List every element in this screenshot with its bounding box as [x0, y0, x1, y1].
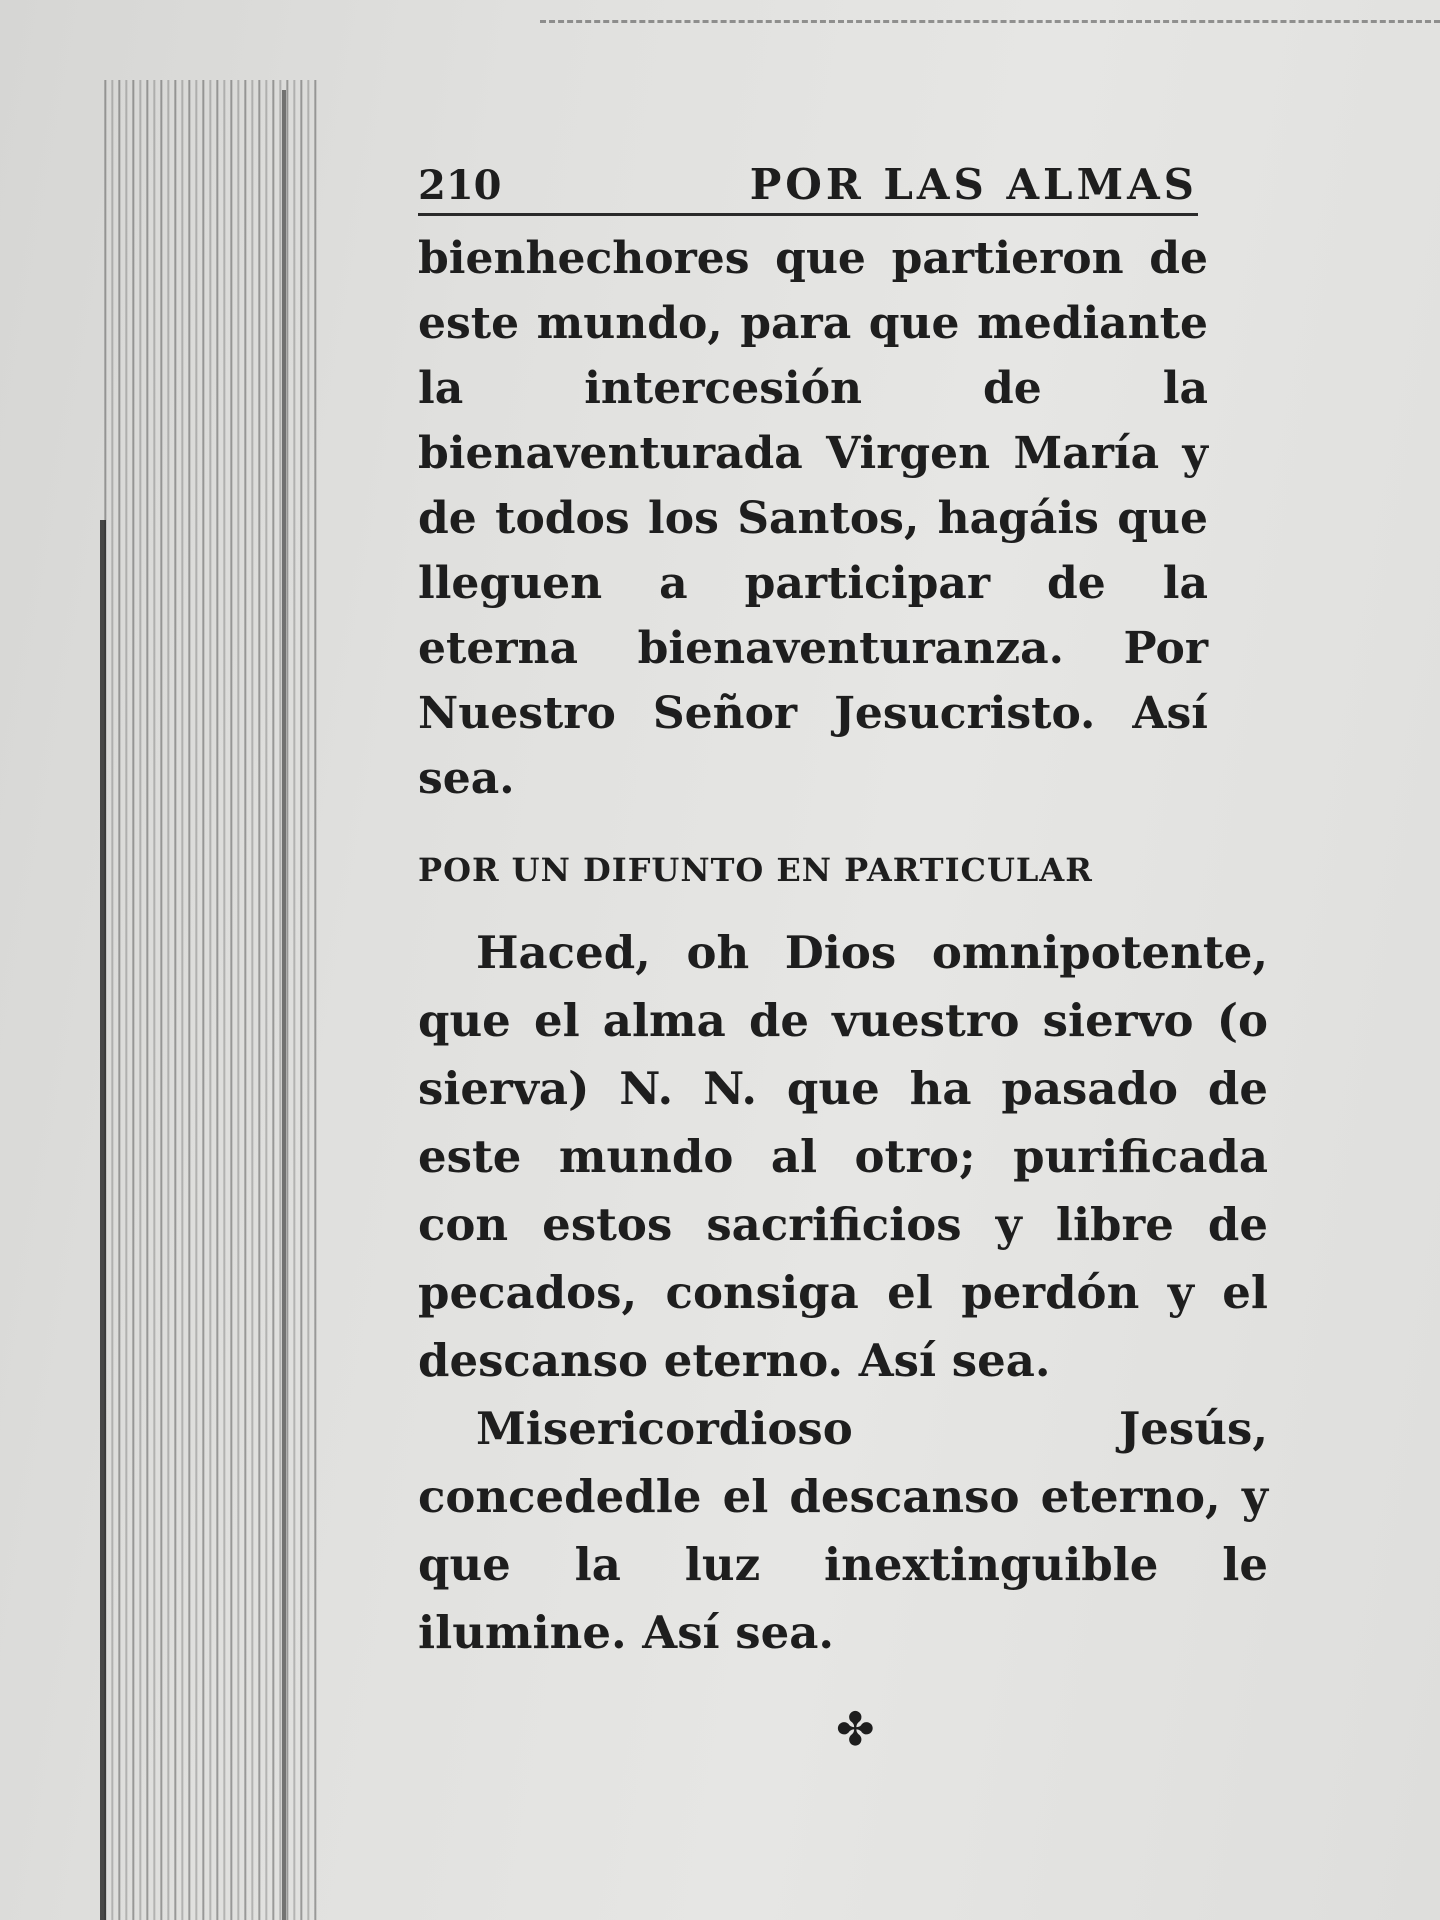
page-number: 210 [418, 162, 502, 209]
prayer-paragraph-1: Haced, oh Dios omnipotente, que el alma de vuestro siervo (o sierva) N. N. que ha pasado de este mundo al otro; purificada con estos sacrificios y libre de pecados, consiga el perdón y el descanso eterno. Así sea. [418, 926, 1268, 1387]
text-block [418, 160, 1278, 1667]
prayer-paragraph-2: Misericordioso Jesús, concededle el descanso eterno, y que la luz inextinguible le ilumine. Así sea. [418, 1402, 1268, 1659]
continued-paragraph: bienhechores que partieron de este mundo, para que mediante la intercesión de la bienaventurada Virgen María y de todos los Santos, hagáis que lleguen a participar de la eterna bienaventuranza. Por Nuestro Señor Jesucristo. Así sea. [418, 233, 1208, 804]
running-head [418, 160, 1198, 216]
ornament-icon: ✤ [836, 1702, 875, 1756]
running-title: POR LAS ALMAS [749, 160, 1198, 209]
top-edge-line [540, 20, 1440, 23]
section-heading: POR UN DIFUNTO EN PARTICULAR [418, 851, 1093, 889]
binding-edge [100, 520, 106, 1920]
binding-shadow [100, 80, 320, 1920]
gutter-edge [282, 90, 286, 1920]
